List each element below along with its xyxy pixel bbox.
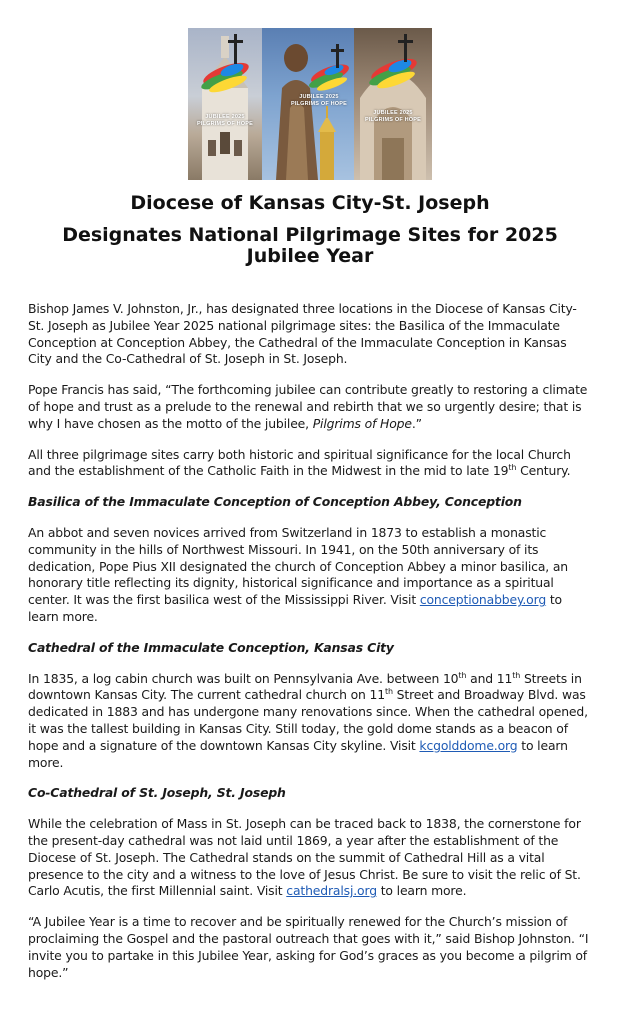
article-body (28, 301, 592, 995)
co-cathedral-paragraph: While the celebration of Mass in St. Joseph can be traced back to 1838, the cornerstone for the present-day cathedral was not laid until 1869, a year after the establishment of the Diocese of St. Joseph. The Cathedral stands on the summit of Cathedral Hill as a vital presence to the city and a witness to the love of Jesus Christ. Be sure to visit the relic of St. Carlo Acutis, the first Millennial saint. Visit cathedralsj.org to learn more. (28, 816, 581, 899)
page-title: Diocese of Kansas City-St. Joseph (130, 192, 490, 214)
page-subtitle: Designates National Pilgrimage Sites for 2025 Jubilee Year (62, 224, 558, 267)
banner-pilgrims-text: PILGRIMS OF HOPE (196, 121, 254, 127)
madonna-statue-panel (262, 28, 354, 180)
kcgolddome-link[interactable]: kcgolddome.org (419, 737, 518, 753)
altar-illustration (354, 28, 432, 180)
jubilee-logo-icon (307, 44, 351, 93)
basilica-paragraph: An abbot and seven novices arrived from Switzerland in 1873 to establish a monastic community in the hills of Northwest Missouri. In 1941, on the 50th anniversary of its dedication, Pope Pius XII designated the church of Conception Abbey a minor basilica, an honorary title reflecting its dignity, historical significance and importance as a spiritual center. It was the first basilica west of the Mississippi River. Visit conceptionabbey.org to learn more. (28, 524, 568, 624)
intro-paragraph: Bishop James V. Johnston, Jr., has designated three locations in the Diocese of Kansas City-St. Joseph as Jubilee Year 2025 national pilgrimage sites: the Basilica of the Immaculate Conception at Conception Abbey, the Cathedral of the Immaculate Conception in Kansas City and the Co-Cathedral of St. Joseph in St. Joseph. (28, 301, 577, 367)
section-heading-basilica: Basilica of the Immaculate Conception of Conception Abbey, Conception (28, 494, 522, 510)
banner-jubilee-text: JUBILEE 2025 (299, 94, 339, 100)
jubilee-banner-image (188, 28, 432, 180)
church-tower-illustration (188, 28, 262, 180)
cathedral-paragraph: In 1835, a log cabin church was built on Pennsylvania Ave. between 10th and 11th Streets in downtown Kansas City. The current cathedral church on 11th Street and Broadway Blvd. was dedicated in 1883 and has undergone many renovations since. When the cathedral opened, it was the tallest building in Kansas City. Still today, the gold dome stands as a beacon of hope and a signature of the downtown Kansas City skyline. Visit kcgolddome.org to learn more. (28, 670, 588, 770)
conceptionabbey-link[interactable]: conceptionabbey.org (419, 592, 547, 608)
banner-pilgrims-text: PILGRIMS OF HOPE (290, 101, 348, 107)
significance-paragraph: All three pilgrimage sites carry both historic and spiritual significance for the local Church and the establishment of the Catholic Faith in the Midwest in the mid to late 19th Century. (28, 446, 571, 479)
cathedral-interior-panel (354, 28, 432, 180)
banner-pilgrims-text: PILGRIMS OF HOPE (364, 117, 422, 123)
section-heading-co-cathedral: Co-Cathedral of St. Joseph, St. Joseph (28, 785, 286, 801)
section-heading-cathedral: Cathedral of the Immaculate Conception, Kansas City (28, 639, 394, 655)
pope-quote-paragraph: Pope Francis has said, “The forthcoming jubilee can contribute greatly to restoring a climate of hope and trust as a prelude to the renewal and rebirth that we so urgently desire; that is why I have chosen as the motto of the jubilee, Pilgrims of Hope.” (28, 382, 588, 431)
basilica-photo-panel (188, 28, 262, 180)
banner-jubilee-text: JUBILEE 2025 (205, 114, 245, 120)
closing-quote-paragraph: “A Jubilee Year is a time to recover and be spiritually renewed for the Church’s mission of proclaiming the Gospel and the pastoral outreach that goes with it,” said Bishop Johnston. “I invite you to partake in this Jubilee Year, asking for God’s graces as you become a pilgrim of hope.” (28, 914, 589, 980)
jubilee-motto: Pilgrims of Hope (312, 415, 412, 431)
banner-jubilee-text: JUBILEE 2025 (373, 110, 413, 116)
cathedralsj-link[interactable]: cathedralsj.org (286, 883, 377, 899)
